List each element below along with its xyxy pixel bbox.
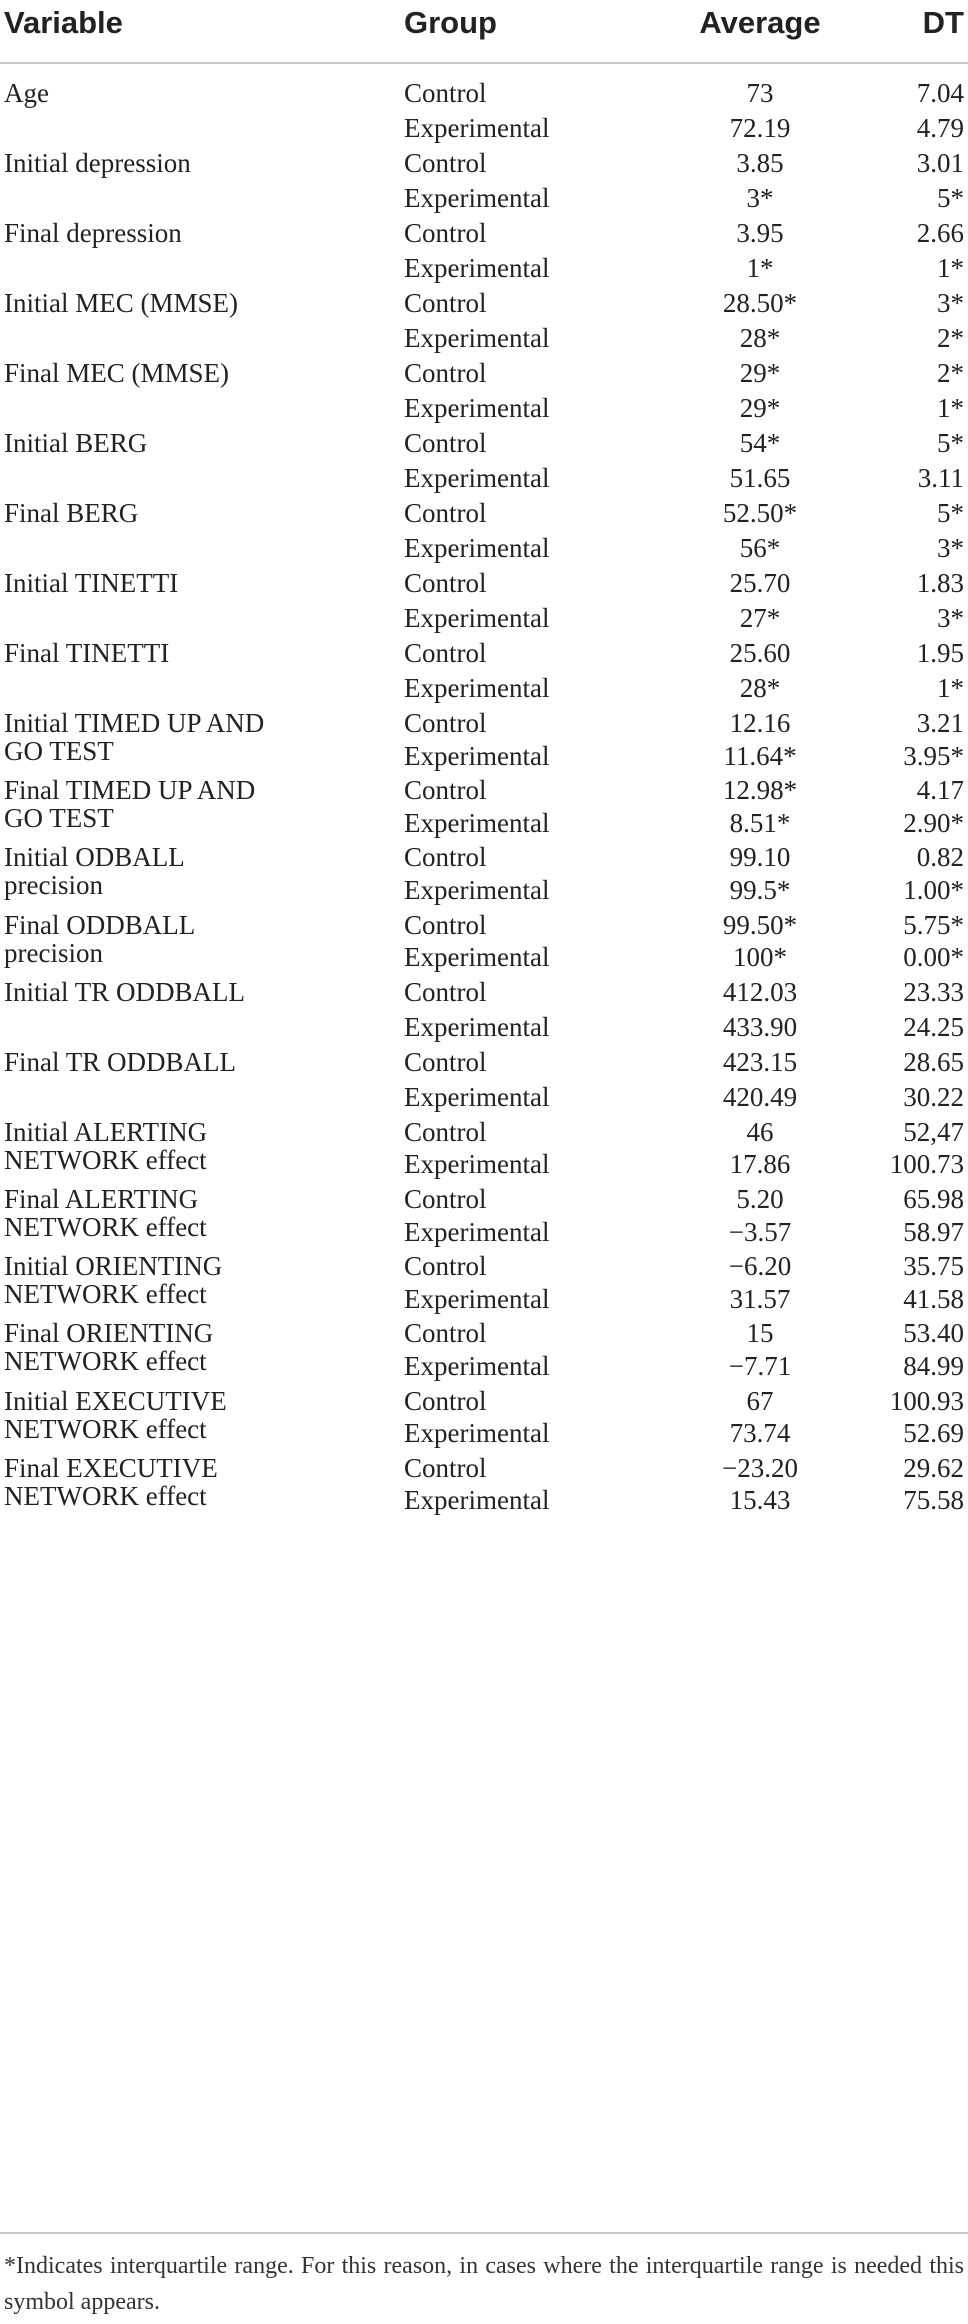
control-dt-cell: 23.33	[903, 976, 964, 1007]
experimental-dt-cell: 5*	[937, 183, 964, 213]
variable-label: Final depression	[4, 218, 182, 248]
control-average-cell: 73	[746, 78, 774, 108]
variable-label: Initial ORIENTING	[4, 1251, 223, 1282]
table-row-group	[0, 422, 968, 492]
control-dt-cell: 3.01	[916, 148, 964, 178]
variable-label: precision	[4, 937, 103, 968]
control-average-cell: 28.50*	[722, 288, 798, 318]
control-dt-cell: 100.93	[889, 1385, 964, 1416]
experimental-dt-cell: 41.58	[903, 1283, 964, 1314]
experimental-average-cell: 433.90	[722, 1011, 798, 1042]
variable-label: Initial EXECUTIVE	[4, 1385, 227, 1416]
control-group-cell: Control	[404, 568, 487, 598]
variable-label: Final ORIENTING	[4, 1318, 214, 1349]
experimental-group-cell: Experimental	[404, 1081, 550, 1112]
experimental-group-cell: Experimental	[404, 740, 550, 771]
table-footnote: *Indicates interquartile range. For this reason, in cases where the interquartile range is needed this symbol appears.	[4, 2253, 964, 2315]
experimental-dt-cell: 24.25	[903, 1011, 964, 1042]
control-group-cell: Control	[404, 1385, 487, 1416]
experimental-average-cell: 51.65	[729, 463, 791, 493]
control-dt-cell: 35.75	[903, 1251, 964, 1282]
experimental-average-cell: 99.5*	[729, 874, 791, 905]
table-row-group	[0, 1245, 968, 1312]
experimental-group-cell: Experimental	[404, 874, 550, 905]
table-row-group	[0, 72, 968, 142]
control-group-cell: Control	[404, 708, 487, 738]
table-row-group	[0, 352, 968, 422]
variable-label: NETWORK effect	[4, 1413, 207, 1444]
experimental-average-cell: 8.51*	[729, 807, 791, 838]
variable-label: Initial ODBALL	[4, 842, 185, 873]
experimental-dt-cell: 1*	[937, 253, 964, 283]
control-average-cell: 12.98*	[722, 775, 798, 806]
control-dt-cell: 0.82	[916, 842, 964, 873]
table-row-group	[0, 142, 968, 212]
experimental-dt-cell: 2.90*	[903, 807, 964, 838]
variable-label: precision	[4, 870, 103, 901]
experimental-dt-cell: 0.00*	[903, 942, 964, 973]
experimental-dt-cell: 4.79	[916, 113, 964, 143]
control-group-cell: Control	[404, 148, 487, 178]
control-group-cell: Control	[404, 775, 487, 806]
experimental-dt-cell: 100.73	[889, 1149, 964, 1180]
control-average-cell: 54*	[739, 428, 781, 458]
header-rule	[0, 62, 968, 64]
control-group-cell: Control	[404, 909, 487, 940]
experimental-average-cell: 17.86	[729, 1149, 791, 1180]
variable-label: Final TR ODDBALL	[4, 1046, 237, 1077]
control-dt-cell: 28.65	[903, 1046, 964, 1077]
experimental-dt-cell: 2*	[937, 323, 964, 353]
table-row-group	[0, 1312, 968, 1379]
table-row-group	[0, 492, 968, 562]
table-row-group	[0, 836, 968, 903]
header-dt: DT	[922, 5, 964, 40]
header-average: Average	[699, 5, 821, 40]
experimental-average-cell: 420.49	[722, 1081, 798, 1112]
control-dt-cell: 5*	[937, 498, 964, 528]
control-group-cell: Control	[404, 1452, 487, 1483]
variable-label: Initial TINETTI	[4, 568, 179, 598]
table-row-group	[0, 1447, 968, 1514]
experimental-group-cell: Experimental	[404, 183, 550, 213]
experimental-group-cell: Experimental	[404, 603, 550, 633]
experimental-group-cell: Experimental	[404, 463, 550, 493]
table-row-group	[0, 212, 968, 282]
control-dt-cell: 2.66	[916, 218, 964, 248]
variable-label: Age	[4, 78, 49, 108]
experimental-dt-cell: 58.97	[903, 1216, 964, 1247]
table-row-group	[0, 971, 968, 1041]
variable-label: Final BERG	[4, 498, 139, 528]
experimental-average-cell: 73.74	[729, 1418, 791, 1449]
experimental-average-cell: 1*	[746, 253, 774, 283]
variable-label: Initial TIMED UP AND	[4, 708, 265, 738]
control-dt-cell: 7.04	[916, 78, 964, 108]
variable-label: Final TIMED UP AND	[4, 775, 256, 806]
table-row-group	[0, 562, 968, 632]
experimental-dt-cell: 52.69	[903, 1418, 964, 1449]
control-average-cell: 412.03	[722, 976, 798, 1007]
control-dt-cell: 5.75*	[903, 909, 964, 940]
variable-label: Final EXECUTIVE	[4, 1452, 218, 1483]
control-average-cell: 67	[746, 1385, 774, 1416]
control-average-cell: 12.16	[729, 708, 791, 738]
control-average-cell: −23.20	[722, 1452, 798, 1483]
experimental-group-cell: Experimental	[404, 323, 550, 353]
control-dt-cell: 5*	[937, 428, 964, 458]
bottom-rule	[0, 2232, 968, 2234]
control-average-cell: 52.50*	[722, 498, 798, 528]
experimental-dt-cell: 1.00*	[903, 874, 964, 905]
control-group-cell: Control	[404, 288, 487, 318]
control-dt-cell: 3*	[937, 288, 964, 318]
control-average-cell: 46	[746, 1116, 774, 1147]
control-dt-cell: 52,47	[903, 1116, 964, 1147]
control-group-cell: Control	[404, 638, 487, 668]
experimental-average-cell: 28*	[739, 323, 781, 353]
experimental-dt-cell: 3*	[937, 603, 964, 633]
experimental-group-cell: Experimental	[404, 533, 550, 563]
experimental-group-cell: Experimental	[404, 1418, 550, 1449]
control-average-cell: 3.85	[736, 148, 784, 178]
experimental-average-cell: 72.19	[729, 113, 791, 143]
variable-label: Initial TR ODDBALL	[4, 976, 245, 1007]
variable-label: Final MEC (MMSE)	[4, 358, 230, 388]
variable-label: NETWORK effect	[4, 1279, 207, 1310]
experimental-group-cell: Experimental	[404, 1216, 550, 1247]
control-group-cell: Control	[404, 1251, 487, 1282]
experimental-dt-cell: 3.95*	[903, 740, 964, 771]
experimental-group-cell: Experimental	[404, 113, 550, 143]
control-dt-cell: 29.62	[903, 1452, 964, 1483]
control-group-cell: Control	[404, 1184, 487, 1214]
experimental-average-cell: 56*	[739, 533, 781, 563]
experimental-group-cell: Experimental	[404, 1149, 550, 1180]
control-group-cell: Control	[404, 218, 487, 248]
table-row-group	[0, 1041, 968, 1111]
control-average-cell: 15	[746, 1318, 774, 1349]
experimental-group-cell: Experimental	[404, 1283, 550, 1314]
control-average-cell: 423.15	[722, 1046, 798, 1077]
table-row-group	[0, 1111, 968, 1178]
variable-label: NETWORK effect	[4, 1480, 207, 1511]
experimental-group-cell: Experimental	[404, 1485, 550, 1516]
experimental-dt-cell: 1*	[937, 673, 964, 703]
experimental-average-cell: 28*	[739, 673, 781, 703]
experimental-average-cell: 11.64*	[723, 740, 797, 771]
experimental-dt-cell: 84.99	[903, 1350, 964, 1381]
experimental-group-cell: Experimental	[404, 253, 550, 283]
header-group: Group	[404, 5, 497, 40]
variable-label: Final ALERTING	[4, 1184, 199, 1214]
experimental-dt-cell: 30.22	[903, 1081, 964, 1112]
experimental-group-cell: Experimental	[404, 807, 550, 838]
control-dt-cell: 1.95	[916, 638, 964, 668]
experimental-group-cell: Experimental	[404, 393, 550, 423]
control-average-cell: 99.50*	[722, 909, 798, 940]
table-row-group	[0, 702, 968, 769]
variable-label: NETWORK effect	[4, 1144, 207, 1175]
experimental-average-cell: 29*	[739, 393, 781, 423]
table-row-group	[0, 1380, 968, 1447]
variable-label: Initial ALERTING	[4, 1116, 208, 1147]
control-group-cell: Control	[404, 1116, 487, 1147]
control-average-cell: 3.95	[736, 218, 784, 248]
experimental-average-cell: 100*	[733, 942, 787, 973]
control-group-cell: Control	[404, 498, 487, 528]
control-group-cell: Control	[404, 1318, 487, 1349]
experimental-average-cell: −3.57	[728, 1216, 792, 1247]
control-group-cell: Control	[404, 1046, 487, 1077]
control-group-cell: Control	[404, 976, 487, 1007]
control-dt-cell: 3.21	[916, 708, 964, 738]
control-average-cell: 29*	[739, 358, 781, 388]
table-row-group	[0, 632, 968, 702]
control-group-cell: Control	[404, 78, 487, 108]
control-average-cell: 25.70	[729, 568, 791, 598]
experimental-average-cell: 31.57	[729, 1283, 791, 1314]
variable-label: Final ODDBALL	[4, 909, 196, 940]
experimental-group-cell: Experimental	[404, 942, 550, 973]
experimental-group-cell: Experimental	[404, 673, 550, 703]
variable-label: Initial MEC (MMSE)	[4, 288, 238, 318]
variable-label: Initial depression	[4, 148, 191, 178]
experimental-average-cell: 27*	[739, 603, 781, 633]
experimental-dt-cell: 3*	[937, 533, 964, 563]
variable-label: Final TINETTI	[4, 638, 170, 668]
control-group-cell: Control	[404, 428, 487, 458]
experimental-dt-cell: 1*	[937, 393, 964, 423]
experimental-group-cell: Experimental	[404, 1350, 550, 1381]
table-row-group	[0, 904, 968, 971]
variable-label: GO TEST	[4, 803, 114, 834]
control-average-cell: 25.60	[729, 638, 791, 668]
control-dt-cell: 2*	[937, 358, 964, 388]
control-average-cell: 5.20	[736, 1184, 784, 1214]
control-average-cell: −6.20	[728, 1251, 792, 1282]
experimental-average-cell: 3*	[746, 183, 774, 213]
variable-label: NETWORK effect	[4, 1346, 207, 1377]
variable-label: Initial BERG	[4, 428, 148, 458]
experimental-group-cell: Experimental	[404, 1011, 550, 1042]
variable-label: GO TEST	[4, 736, 114, 766]
experimental-dt-cell: 3.11	[917, 463, 964, 493]
table-row-group	[0, 769, 968, 836]
experimental-dt-cell: 75.58	[903, 1485, 964, 1516]
control-group-cell: Control	[404, 842, 487, 873]
control-dt-cell: 65.98	[903, 1184, 964, 1214]
table-row-group	[0, 1178, 968, 1245]
table-header	[0, 0, 968, 62]
experimental-average-cell: 15.43	[729, 1485, 791, 1516]
control-dt-cell: 1.83	[916, 568, 964, 598]
control-dt-cell: 53.40	[903, 1318, 964, 1349]
header-variable: Variable	[4, 5, 123, 40]
table-row-group	[0, 282, 968, 352]
control-average-cell: 99.10	[729, 842, 791, 873]
control-dt-cell: 4.17	[916, 775, 964, 806]
experimental-average-cell: −7.71	[728, 1350, 792, 1381]
control-group-cell: Control	[404, 358, 487, 388]
variable-label: NETWORK effect	[4, 1212, 207, 1242]
